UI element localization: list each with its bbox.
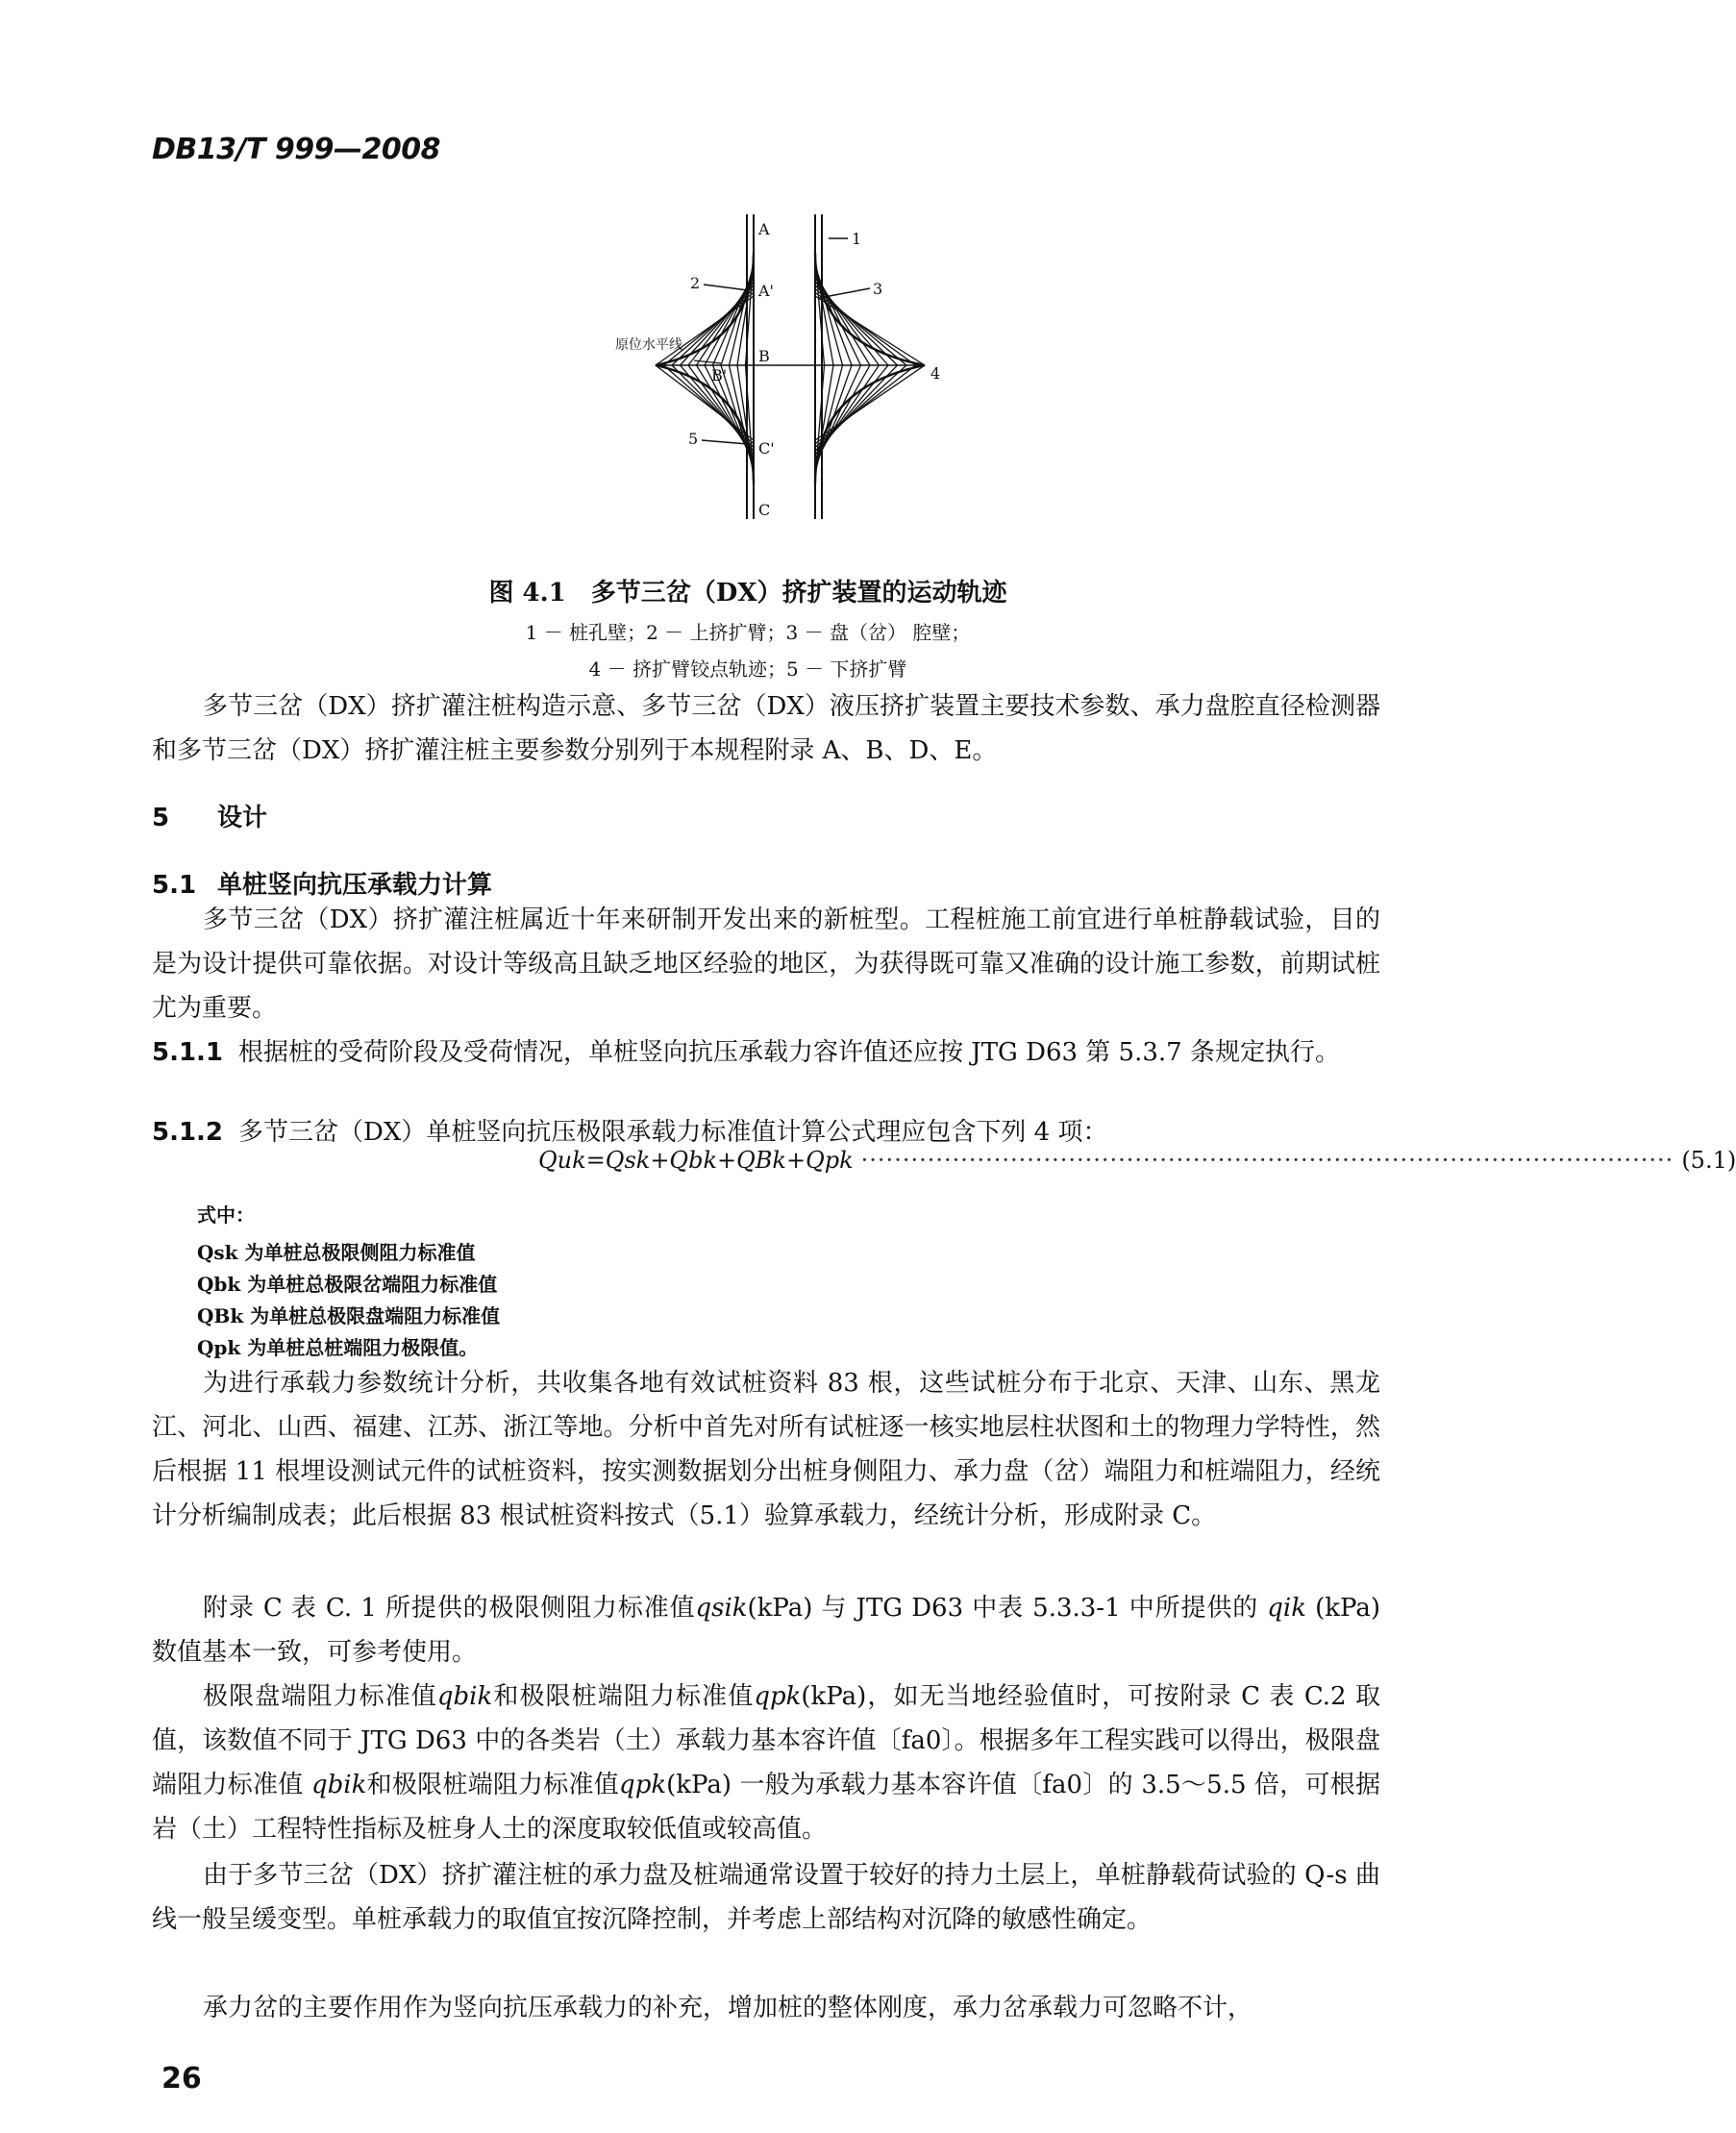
- disk-text-c: (kPa)，如无当地经验值时，可按附录 C 表 C.2 取值，该数值不同于 JTG D63 中的各类岩（土）承载力基本容许值〔fa0〕。根据多年工程实践可以得出，极限盘端阻力标准值: [152, 1682, 1380, 1799]
- paragraph-5-1: 多节三岔（DX）挤扩灌注桩属近十年来研制开发出来的新桩型。工程桩施工前宜进行单桩静载试验，目的是为设计提供可靠依据。对设计等级高且缺乏地区经验的地区，为获得既可靠又准确的设计施工参数，前期试桩尤为重要。: [152, 905, 1380, 1023]
- arm-position-line: [664, 292, 755, 365]
- where-label: 式中：: [197, 1203, 255, 1227]
- label-C-prime: C': [758, 439, 775, 458]
- label-2: 2: [690, 274, 701, 292]
- statistics-paragraph: 为进行承载力参数统计分析，共收集各地有效试桩资料 83 根，这些试桩分布于北京、天津、山东、黑龙江、河北、山西、福建、江苏、浙江等地。分析中首先对所有试桩逐一核实地层柱状图和土的物理力学特性，然后根据 11 根埋设测试元件的试桩资料，按实测数据划分出桩身侧阻力、承力盘（岔）端阻力和桩端阻力，经统计分析编制成表；此后根据 83 根试桩资料按式（5.1）验算承载力，经统计分析，形成附录 C。: [152, 1369, 1380, 1530]
- formula-number: (5.1): [1681, 1147, 1736, 1174]
- disk-text-a: 极限盘端阻力标准值: [203, 1682, 437, 1711]
- where-item-qbk: Qbk 为单桩总极限岔端阻力标准值: [197, 1273, 498, 1296]
- fork-paragraph: 承力岔的主要作用作为竖向抗压承载力的补充，增加桩的整体刚度，承力岔承载力可忽略不计，: [203, 1994, 1253, 2022]
- symbol-qpk-2: qpk: [619, 1771, 667, 1799]
- figure-legend-line-1: 1 － 桩孔壁；2 － 上挤扩臂；3 － 盘（岔） 腔壁；: [525, 621, 971, 644]
- label-B: B: [758, 347, 770, 365]
- table-c1-paragraph: [152, 1586, 1380, 1674]
- label-A: A: [758, 220, 770, 238]
- formula-5-1: [538, 1147, 1736, 1174]
- leader-2: [704, 285, 748, 290]
- dx-trajectory-figure: [567, 210, 1000, 536]
- arm-position-line: [815, 365, 916, 444]
- section-5-title: 设计: [217, 804, 268, 832]
- label-origin-line: 原位水平线: [615, 337, 682, 353]
- symbol-qbik-1: qbik: [436, 1682, 493, 1711]
- clause-5-1-2-text: 多节三岔（DX）单桩竖向抗压极限承载力标准值计算公式理应包含下列 4 项：: [238, 1118, 1108, 1147]
- table-c1-text-c: (kPa) 数值基本一致，可参考使用。: [152, 1594, 1381, 1667]
- section-5-number: 5: [152, 804, 170, 832]
- symbol-qpk-1: qpk: [754, 1682, 802, 1711]
- symbol-qsik: qsik: [695, 1594, 748, 1623]
- where-item-qpk: Qpk 为单桩总桩端阻力极限值。: [197, 1336, 479, 1359]
- section-5-1-number: 5.1: [152, 871, 197, 900]
- intro-paragraph: 多节三岔（DX）挤扩灌注桩构造示意、多节三岔（DX）液压挤扩装置主要技术参数、承力盘腔直径检测器和多节三岔（DX）挤扩灌注桩主要参数分别列于本规程附录 A、B、D、E。: [152, 692, 1380, 765]
- figure-caption-title: 图 4.1 多节三岔（DX）挤扩装置的运动轨迹: [488, 579, 1007, 608]
- arm-position-line: [815, 292, 916, 365]
- label-1: 1: [852, 230, 862, 248]
- symbol-qbik-2: qbik: [310, 1771, 367, 1799]
- formula-leader-dots: ··································································································: [860, 1147, 1674, 1174]
- table-c1-text-a: 附录 C 表 C. 1 所提供的极限侧阻力标准值: [203, 1594, 696, 1623]
- label-3: 3: [873, 280, 883, 298]
- section-5-heading: [152, 798, 267, 833]
- label-4: 4: [930, 364, 941, 383]
- standard-code: DB13/T 999—2008: [152, 133, 440, 166]
- where-item-qBk: QBk 为单桩总极限盘端阻力标准值: [197, 1304, 501, 1327]
- table-c1-text-b: (kPa) 与 JTG D63 中表 5.3.3-1 中所提供的: [747, 1594, 1268, 1623]
- clause-5-1-1: [152, 1030, 1380, 1075]
- left-cavity-wall: [656, 253, 754, 484]
- arm-position-line: [815, 289, 906, 366]
- page-number: 26: [161, 2062, 202, 2096]
- label-5: 5: [688, 430, 699, 448]
- leader-5: [702, 440, 748, 444]
- arm-position-line: [672, 289, 754, 366]
- disk-text-b: 和极限桩端阻力标准值: [492, 1682, 755, 1711]
- arm-position-line: [815, 365, 906, 448]
- disk-resistance-paragraph: [152, 1674, 1380, 1851]
- clause-5-1-1-number: 5.1.1: [152, 1038, 224, 1067]
- where-item-qsk: Qsk 为单桩总极限侧阻力标准值: [197, 1241, 476, 1264]
- section-5-1-title: 单桩竖向抗压承载力计算: [217, 871, 493, 900]
- label-C: C: [758, 501, 771, 519]
- figure-legend-line-2: 4 － 挤扩臂铰点轨迹；5 － 下挤扩臂: [588, 657, 907, 681]
- clause-5-1-2-number: 5.1.2: [152, 1118, 224, 1147]
- right-cavity-wall: [815, 253, 925, 484]
- clause-5-1-1-text: 根据桩的受荷阶段及受荷情况，单桩竖向抗压承载力容许值还应按 JTG D63 第 5.3.7 条规定执行。: [238, 1038, 1340, 1067]
- label-B-prime: B': [711, 366, 728, 384]
- arm-position-line: [664, 365, 755, 444]
- section-5-1-heading: [152, 865, 492, 901]
- formula-expression: Quk=Qsk+Qbk+QBk+Qpk: [538, 1147, 854, 1174]
- settlement-paragraph: 由于多节三岔（DX）挤扩灌注桩的承力盘及桩端通常设置于较好的持力土层上，单桩静载荷试验的 Q-s 曲线一般呈缓变型。单桩承载力的取值宜按沉降控制，并考虑上部结构对沉降的敏感性确定。: [152, 1861, 1380, 1934]
- disk-text-e: (kPa) 一般为承载力基本容许值〔fa0〕的 3.5～5.5 倍，可根据岩（土）工程特性指标及桩身人土的深度取较低值或较高值。: [152, 1771, 1380, 1844]
- label-A-prime: A': [758, 282, 774, 300]
- where-block: [197, 1200, 500, 1364]
- symbol-qik: qik: [1267, 1594, 1306, 1623]
- disk-text-d: 和极限桩端阻力标准值: [366, 1771, 620, 1799]
